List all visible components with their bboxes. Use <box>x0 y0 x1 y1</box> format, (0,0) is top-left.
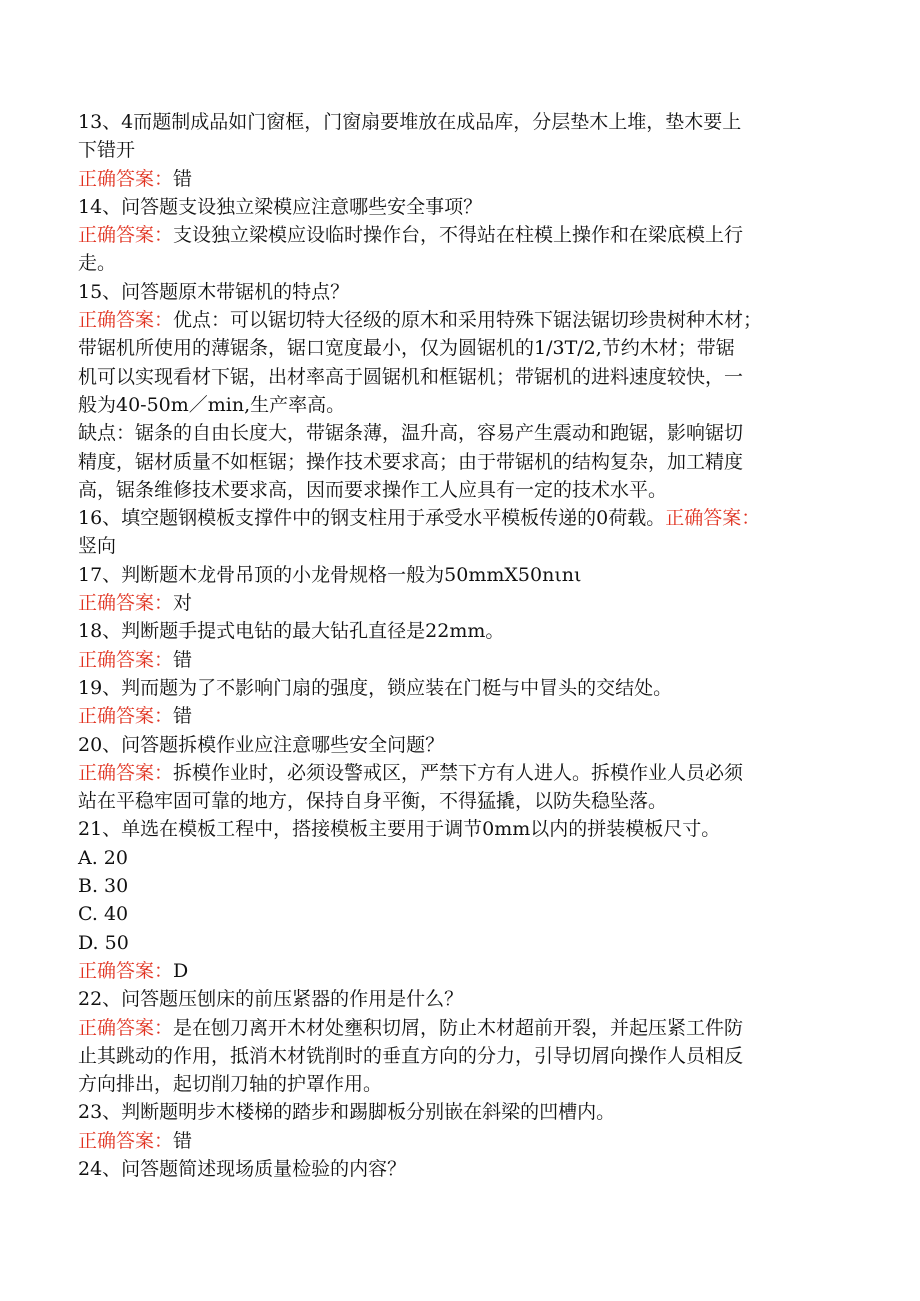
answer-label: 正确答案： <box>78 167 174 190</box>
answer-text: 站在平稳牢固可靠的地方，保持自身平衡，不得猛撬，以防失稳坠落。 <box>78 790 668 813</box>
answer-text: 是在刨刀离开木材处壅积切屑，防止木材超前开裂，并起压紧工件防 <box>173 1016 744 1039</box>
option-d: D. 50 <box>78 931 129 954</box>
question-23 <box>78 1098 838 1155</box>
question-20 <box>78 731 838 816</box>
question-text: 14、问答题支设独立梁模应注意哪些安全事项？ <box>78 195 483 218</box>
answer-text: 错 <box>173 705 193 728</box>
answer <box>78 221 838 249</box>
question-15 <box>78 278 838 504</box>
answer-text: 支设独立梁模应设临时操作台，不得站在柱模上操作和在梁底模上行 <box>173 224 744 247</box>
answer-text: 止其跳动的作用，抵消木材铣削时的垂直方向的分力，引导切屑向操作人员相反 <box>78 1044 744 1067</box>
answer <box>78 759 838 787</box>
question-text: 24、问答题简述现场质量检验的内容？ <box>78 1157 407 1180</box>
answer-text: 缺点：锯条的自由长度大，带锯条薄，温升高，容易产生震动和跑锯，影响锯切 <box>78 422 744 445</box>
question-text: 22、问答题压刨床的前压紧器的作用是什么？ <box>78 988 464 1011</box>
answer-text: 精度，锯材质量不如框锯；操作技术要求高；由于带锯机的结构复杂，加工精度 <box>78 450 744 473</box>
answer <box>78 1014 838 1042</box>
answer-label: 正确答案： <box>78 761 174 784</box>
answer-label: 正确答案： <box>78 1016 174 1039</box>
answer-text: 错 <box>173 167 193 190</box>
question-text: 21、单选在模板工程中，搭接模板主要用于调节0mm以内的拼装模板尺寸。 <box>78 818 721 841</box>
question-text: 19、判而题为了不影响门扇的强度，锁应装在门梃与中冒头的交结处。 <box>78 676 673 699</box>
answer-text: 走。 <box>78 252 117 275</box>
question-text: 17、判断题木龙骨吊顶的小龙骨规格一般为50mmX50nιnι <box>78 563 582 586</box>
question-21 <box>78 815 838 985</box>
question-13 <box>78 108 838 193</box>
answer-text: D <box>173 959 189 982</box>
answer-text: 方向排出，起切削刀轴的护罩作用。 <box>78 1073 383 1096</box>
option-b: B. 30 <box>78 875 129 898</box>
answer-text: 高，锯条维修技术要求高，因而要求操作工人应具有一定的技术水平。 <box>78 478 668 501</box>
answer-label: 正确答案： <box>665 507 761 530</box>
question-14 <box>78 193 838 278</box>
question-22 <box>78 985 838 1098</box>
answer <box>78 646 838 674</box>
question-inline-text: 16、填空题钢模板支撑件中的钢支柱用于承受水平模板传递的0荷载。 <box>78 507 666 530</box>
question-text: 20、问答题拆模作业应注意哪些安全问题？ <box>78 733 445 756</box>
answer <box>78 306 838 334</box>
answer-text: 优点：可以锯切特大径级的原木和采用特殊下锯法锯切珍贵树种木材； <box>173 309 763 332</box>
answer-label: 正确答案： <box>78 592 174 615</box>
question-24 <box>78 1155 838 1183</box>
answer <box>78 589 838 617</box>
option-a: A. 20 <box>78 846 128 869</box>
answer-label: 正确答案： <box>78 705 174 728</box>
question-text <box>78 504 838 532</box>
answer <box>78 165 838 193</box>
answer-label: 正确答案： <box>78 224 174 247</box>
question-16 <box>78 504 838 561</box>
question-18 <box>78 617 838 674</box>
answer-text: 错 <box>173 648 193 671</box>
question-text: 23、判断题明步木楼梯的踏步和踢脚板分别嵌在斜梁的凹槽内。 <box>78 1101 616 1124</box>
question-text: 15、问答题原木带锯机的特点？ <box>78 280 350 303</box>
document-page <box>78 108 838 1183</box>
answer-label: 正确答案： <box>78 959 174 982</box>
question-17 <box>78 561 838 618</box>
answer-text: 竖向 <box>78 535 117 558</box>
answer-label: 正确答案： <box>78 309 174 332</box>
answer-text: 般为40-50m／min,生产率高。 <box>78 393 346 416</box>
question-text: 18、判断题手提式电钻的最大钻孔直径是22mm。 <box>78 620 505 643</box>
question-19 <box>78 674 838 731</box>
option-c: C. 40 <box>78 903 129 926</box>
answer <box>78 702 838 730</box>
answer <box>78 1127 838 1155</box>
answer-label: 正确答案： <box>78 1129 174 1152</box>
answer-label: 正确答案： <box>78 648 174 671</box>
question-text: 下错开 <box>78 139 136 162</box>
question-text: 13、4而题制成品如门窗框，门窗扇要堆放在成品库，分层垫木上堆，垫木要上 <box>78 111 742 133</box>
answer-text: 带锯机所使用的薄锯条，锯口宽度最小，仅为圆锯机的1/3T/2,节约木材；带锯 <box>78 337 735 360</box>
answer-text: 对 <box>173 592 193 615</box>
answer-text: 拆模作业时，必须设警戒区，严禁下方有人进人。拆模作业人员必须 <box>173 761 744 784</box>
answer-text: 错 <box>173 1129 193 1152</box>
answer-text: 机可以实现看材下锯，出材率高于圆锯机和框锯机；带锯机的进料速度较快，一 <box>78 365 744 388</box>
answer <box>78 957 838 985</box>
